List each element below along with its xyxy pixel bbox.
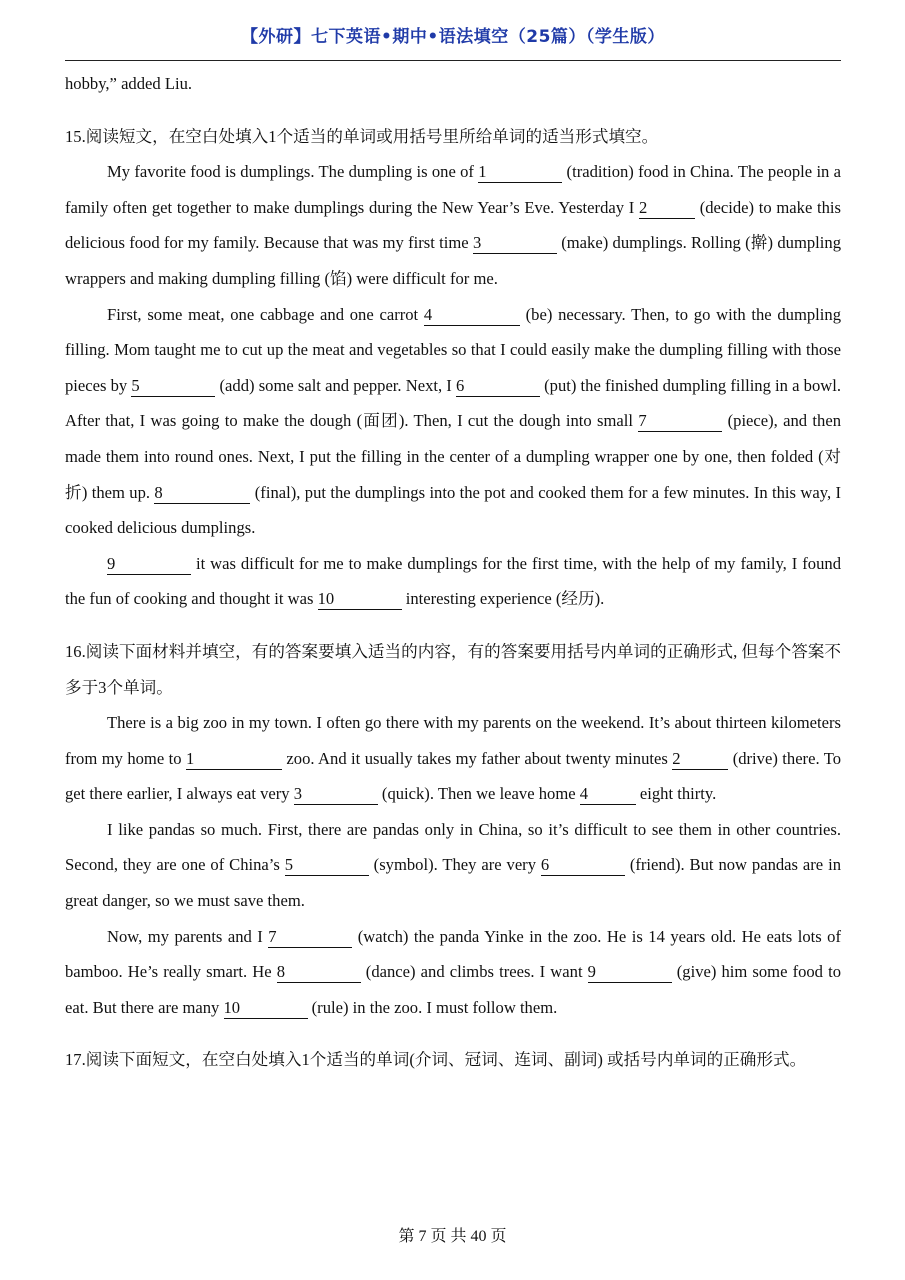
q16-blank-8: 8 bbox=[277, 962, 361, 983]
continued-text: hobby,” added Liu. bbox=[65, 74, 193, 93]
q16-blank-3: 3 bbox=[294, 784, 378, 805]
q15-blank-2: 2 bbox=[639, 198, 695, 219]
q17-instruction: 17.阅读下面短文，在空白处填入1个适当的单词(介词、冠词、连词、副词) 或括号内单词的正确形式。 bbox=[65, 1050, 807, 1070]
document-body bbox=[65, 66, 841, 1078]
q15-paragraph-1: My favorite food is dumplings. The dumpling is one of 1 (tradition) food in China. The people in a family often get together to make dumplings during the New Year’s Eve. Yesterday I 2 (decide) to make this delicious food for my family. Because that was my first time 3 (make) dumplings. Rolling (擀) dumpling wrappers and making dumpling filling (馅) were difficult for me. bbox=[65, 162, 842, 288]
q15-instruction: 15.阅读短文，在空白处填入1个适当的单词或用括号里所给单词的适当形式填空。 bbox=[65, 126, 659, 146]
q16-paragraph-1: There is a big zoo in my town. I often go there with my parents on the weekend. It’s about thirteen kilometers from my home to 1 zoo. And it usually takes my father about twenty minutes 2 (drive) there. To get there earlier, I always eat very 3 (quick). Then we leave home 4 eight thirty. bbox=[65, 713, 842, 804]
page-header-title: 【外研】七下英语•期中•语法填空（25篇）（学生版） bbox=[241, 27, 665, 47]
q16-blank-5: 5 bbox=[285, 855, 369, 876]
q15-blank-1: 1 bbox=[478, 162, 562, 183]
q16-blank-7: 7 bbox=[268, 927, 352, 948]
q15-blank-4: 4 bbox=[424, 305, 520, 326]
header-divider bbox=[65, 60, 841, 61]
q16-blank-1: 1 bbox=[186, 749, 282, 770]
q15-blank-6: 6 bbox=[456, 376, 540, 397]
q15-blank-3: 3 bbox=[473, 233, 557, 254]
q16-paragraph-3: Now, my parents and I 7 (watch) the panda Yinke in the zoo. He is 14 years old. He eats lots of bamboo. He’s really smart. He 8 (dance) and climbs trees. I want 9 (give) him some food to eat. But there are many 10 (rule) in the zoo. I must follow them. bbox=[65, 926, 841, 1017]
q15-blank-5: 5 bbox=[131, 376, 215, 397]
q15-blank-8: 8 bbox=[154, 483, 250, 504]
q16-blank-4: 4 bbox=[580, 784, 636, 805]
q16-instruction: 16.阅读下面材料并填空，有的答案要填入适当的内容，有的答案要用括号内单词的正确形式, 但每个答案不多于3个单词。 bbox=[65, 641, 841, 697]
q15-blank-9: 9 bbox=[107, 554, 191, 575]
q15-paragraph-3: 9 it was difficult for me to make dumplings for the first time, with the help of my family, I found the fun of cooking and thought it was 10 interesting experience (经历). bbox=[65, 553, 841, 609]
q15-blank-7: 7 bbox=[638, 411, 722, 432]
q15-blank-10: 10 bbox=[318, 589, 402, 610]
q16-blank-10: 10 bbox=[224, 998, 308, 1019]
page-number-footer: 第 7 页 共 40 页 bbox=[398, 1228, 507, 1245]
q16-blank-6: 6 bbox=[541, 855, 625, 876]
q15-paragraph-2: First, some meat, one cabbage and one carrot 4 (be) necessary. Then, to go with the dumpling filling. Mom taught me to cut up the meat and vegetables so that I could easily make the dumpling filling with those pieces by 5 (add) some salt and pepper. Next, I 6 (put) the finished dumpling filling in a bowl. After that, I was going to make the dough (面团). Then, I cut the dough into small 7 (piece), and then made them into round ones. Next, I put the filling in the center of a dumpling wrapper one by one, then folded (对折) them up. 8 (final), put the dumplings into the pot and cooked them for a few minutes. In this way, I cooked delicious dumplings. bbox=[65, 304, 841, 538]
q16-blank-2: 2 bbox=[672, 749, 728, 770]
q16-paragraph-2: I like pandas so much. First, there are pandas only in China, so it’s difficult to see them in other countries. Second, they are one of China’s 5 (symbol). They are very 6 (friend). But now pandas are in great danger, so we must save them. bbox=[65, 819, 841, 911]
q16-blank-9: 9 bbox=[588, 962, 672, 983]
